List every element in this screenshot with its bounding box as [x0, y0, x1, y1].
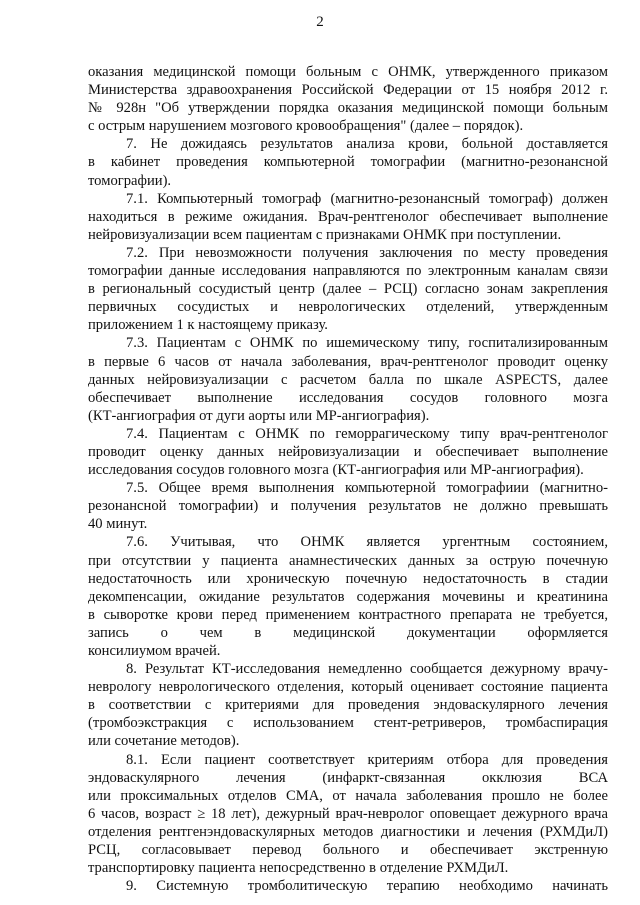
- text-line: нейровизуализации всем пациентам с признаками ОНМК при поступлении.: [88, 226, 562, 243]
- text-line: томографии).: [88, 172, 172, 189]
- text-line: запись о чем в медицинской документации оформляется: [88, 624, 608, 641]
- text-line: или сочетание методов).: [88, 733, 240, 750]
- text-line: консилиумом врачей.: [88, 643, 221, 659]
- text-line: первичных сосудистых и неврологических отделений, утвержденным: [88, 299, 608, 316]
- text-line: 7.5. Общее время выполнения компьютерной томографиии (магнитно-: [126, 480, 608, 497]
- text-line: неврологу неврологического отделения, который оценивает состояние пациента: [88, 679, 608, 696]
- text-line: томографии данные исследования направляются по электронным каналам связи: [88, 263, 608, 280]
- text-line: приложением 1 к настоящему приказу.: [88, 317, 328, 334]
- text-line: транспортировку пациента непосредственно в отделение РХМДиЛ.: [88, 860, 509, 877]
- text-line: 7.6. Учитывая, что ОНМК является ургентным состоянием,: [126, 534, 608, 551]
- text-line: проводит оценку данных нейровизуализации и обеспечивает выполнение: [88, 443, 608, 460]
- page-number: 2: [316, 14, 324, 30]
- text-line: (КТ-ангиография от дуги аорты или МР-ангиография).: [88, 407, 430, 424]
- text-line: исследования сосудов головного мозга (КТ-ангиография или МР-ангиография).: [88, 462, 584, 479]
- text-line: 7.1. Компьютерный томограф (магнитно-резонансный томограф) должен: [126, 190, 608, 207]
- text-line: находиться в режиме ожидания. Врач-рентгенолог обеспечивает выполнение: [88, 208, 608, 225]
- text-line: 8. Результат КТ-исследования немедленно сообщается дежурному врачу-: [126, 661, 608, 678]
- text-line: 7.3. Пациентам с ОНМК по ишемическому типу, госпитализированным: [126, 335, 608, 352]
- text-line: в первые 6 часов от начала заболевания, врач-рентгенолог проводит оценку: [88, 353, 608, 370]
- text-line: отделения рентгенэндоваскулярных методов диагностики и лечения (РХМДиЛ): [88, 823, 608, 840]
- text-line: или проксимальных отделов СМА, от начала заболевания прошло не более: [88, 787, 608, 804]
- text-line: в региональный сосудистый центр (далее – РСЦ) согласно зонам закрепления: [88, 281, 608, 298]
- text-line: 7. Не дожидаясь результатов анализа крови, больной доставляется: [126, 136, 608, 153]
- text-line: оказания медицинской помощи больным с ОНМК, утвержденного приказом: [88, 64, 608, 80]
- text-line: в кабинет проведения компьютерной томографии (магнитно-резонансной: [88, 154, 608, 171]
- text-line: обеспечивает выполнение исследования сосудов головного мозга: [88, 389, 608, 406]
- text-line: 40 минут.: [88, 516, 148, 533]
- text-line: в соответствии с критериями для проведения эндоваскулярного лечения: [88, 697, 608, 714]
- text-line: в сыворотке крови перед применением контрастного препарата не требуется,: [88, 606, 608, 623]
- text-line: № 928н "Об утверждении порядка оказания медицинской помощи больным: [88, 100, 608, 117]
- text-line: при отсутствии у пациента анамнестических данных за острую почечную: [88, 552, 608, 569]
- text-line: с острым нарушением мозгового кровообращения" (далее – порядок).: [88, 118, 524, 135]
- text-line: 7.4. Пациентам с ОНМК по геморрагическому типу врач-рентгенолог: [126, 425, 608, 442]
- text-line: недостаточность или хроническую почечную недостаточность в стадии: [88, 570, 608, 587]
- text-line: декомпенсации, ожидание результатов содержания мочевины и креатинина: [88, 588, 608, 605]
- text-line: 8.1. Если пациент соответствует критериям отбора для проведения: [126, 751, 608, 768]
- text-line: 7.2. При невозможности получения заключения по месту проведения: [126, 244, 608, 261]
- text-line: эндоваскулярного лечения (инфаркт-связанная окклюзия ВСА: [88, 769, 608, 786]
- text-line: данных нейровизуализации с расчетом балла по шкале ASPECTS, далее: [88, 371, 608, 388]
- text-line: резонансной томографии) и получения результатов не должно превышать: [88, 498, 608, 515]
- document-body: [88, 63, 608, 895]
- text-line: 6 часов, возраст ≥ 18 лет), дежурный врач-невролог оповещает дежурного врача: [88, 805, 608, 822]
- text-line: (тромбоэкстракция с использованием стент-ретриверов, тромбаспирация: [88, 715, 608, 732]
- text-line: 9. Системную тромболитическую терапию необходимо начинать: [126, 878, 608, 895]
- text-line: РСЦ, согласовывает перевод больного и обеспечивает экстренную: [88, 842, 608, 859]
- text-line: Министерства здравоохранения Российской Федерации от 15 ноября 2012 г.: [88, 82, 608, 99]
